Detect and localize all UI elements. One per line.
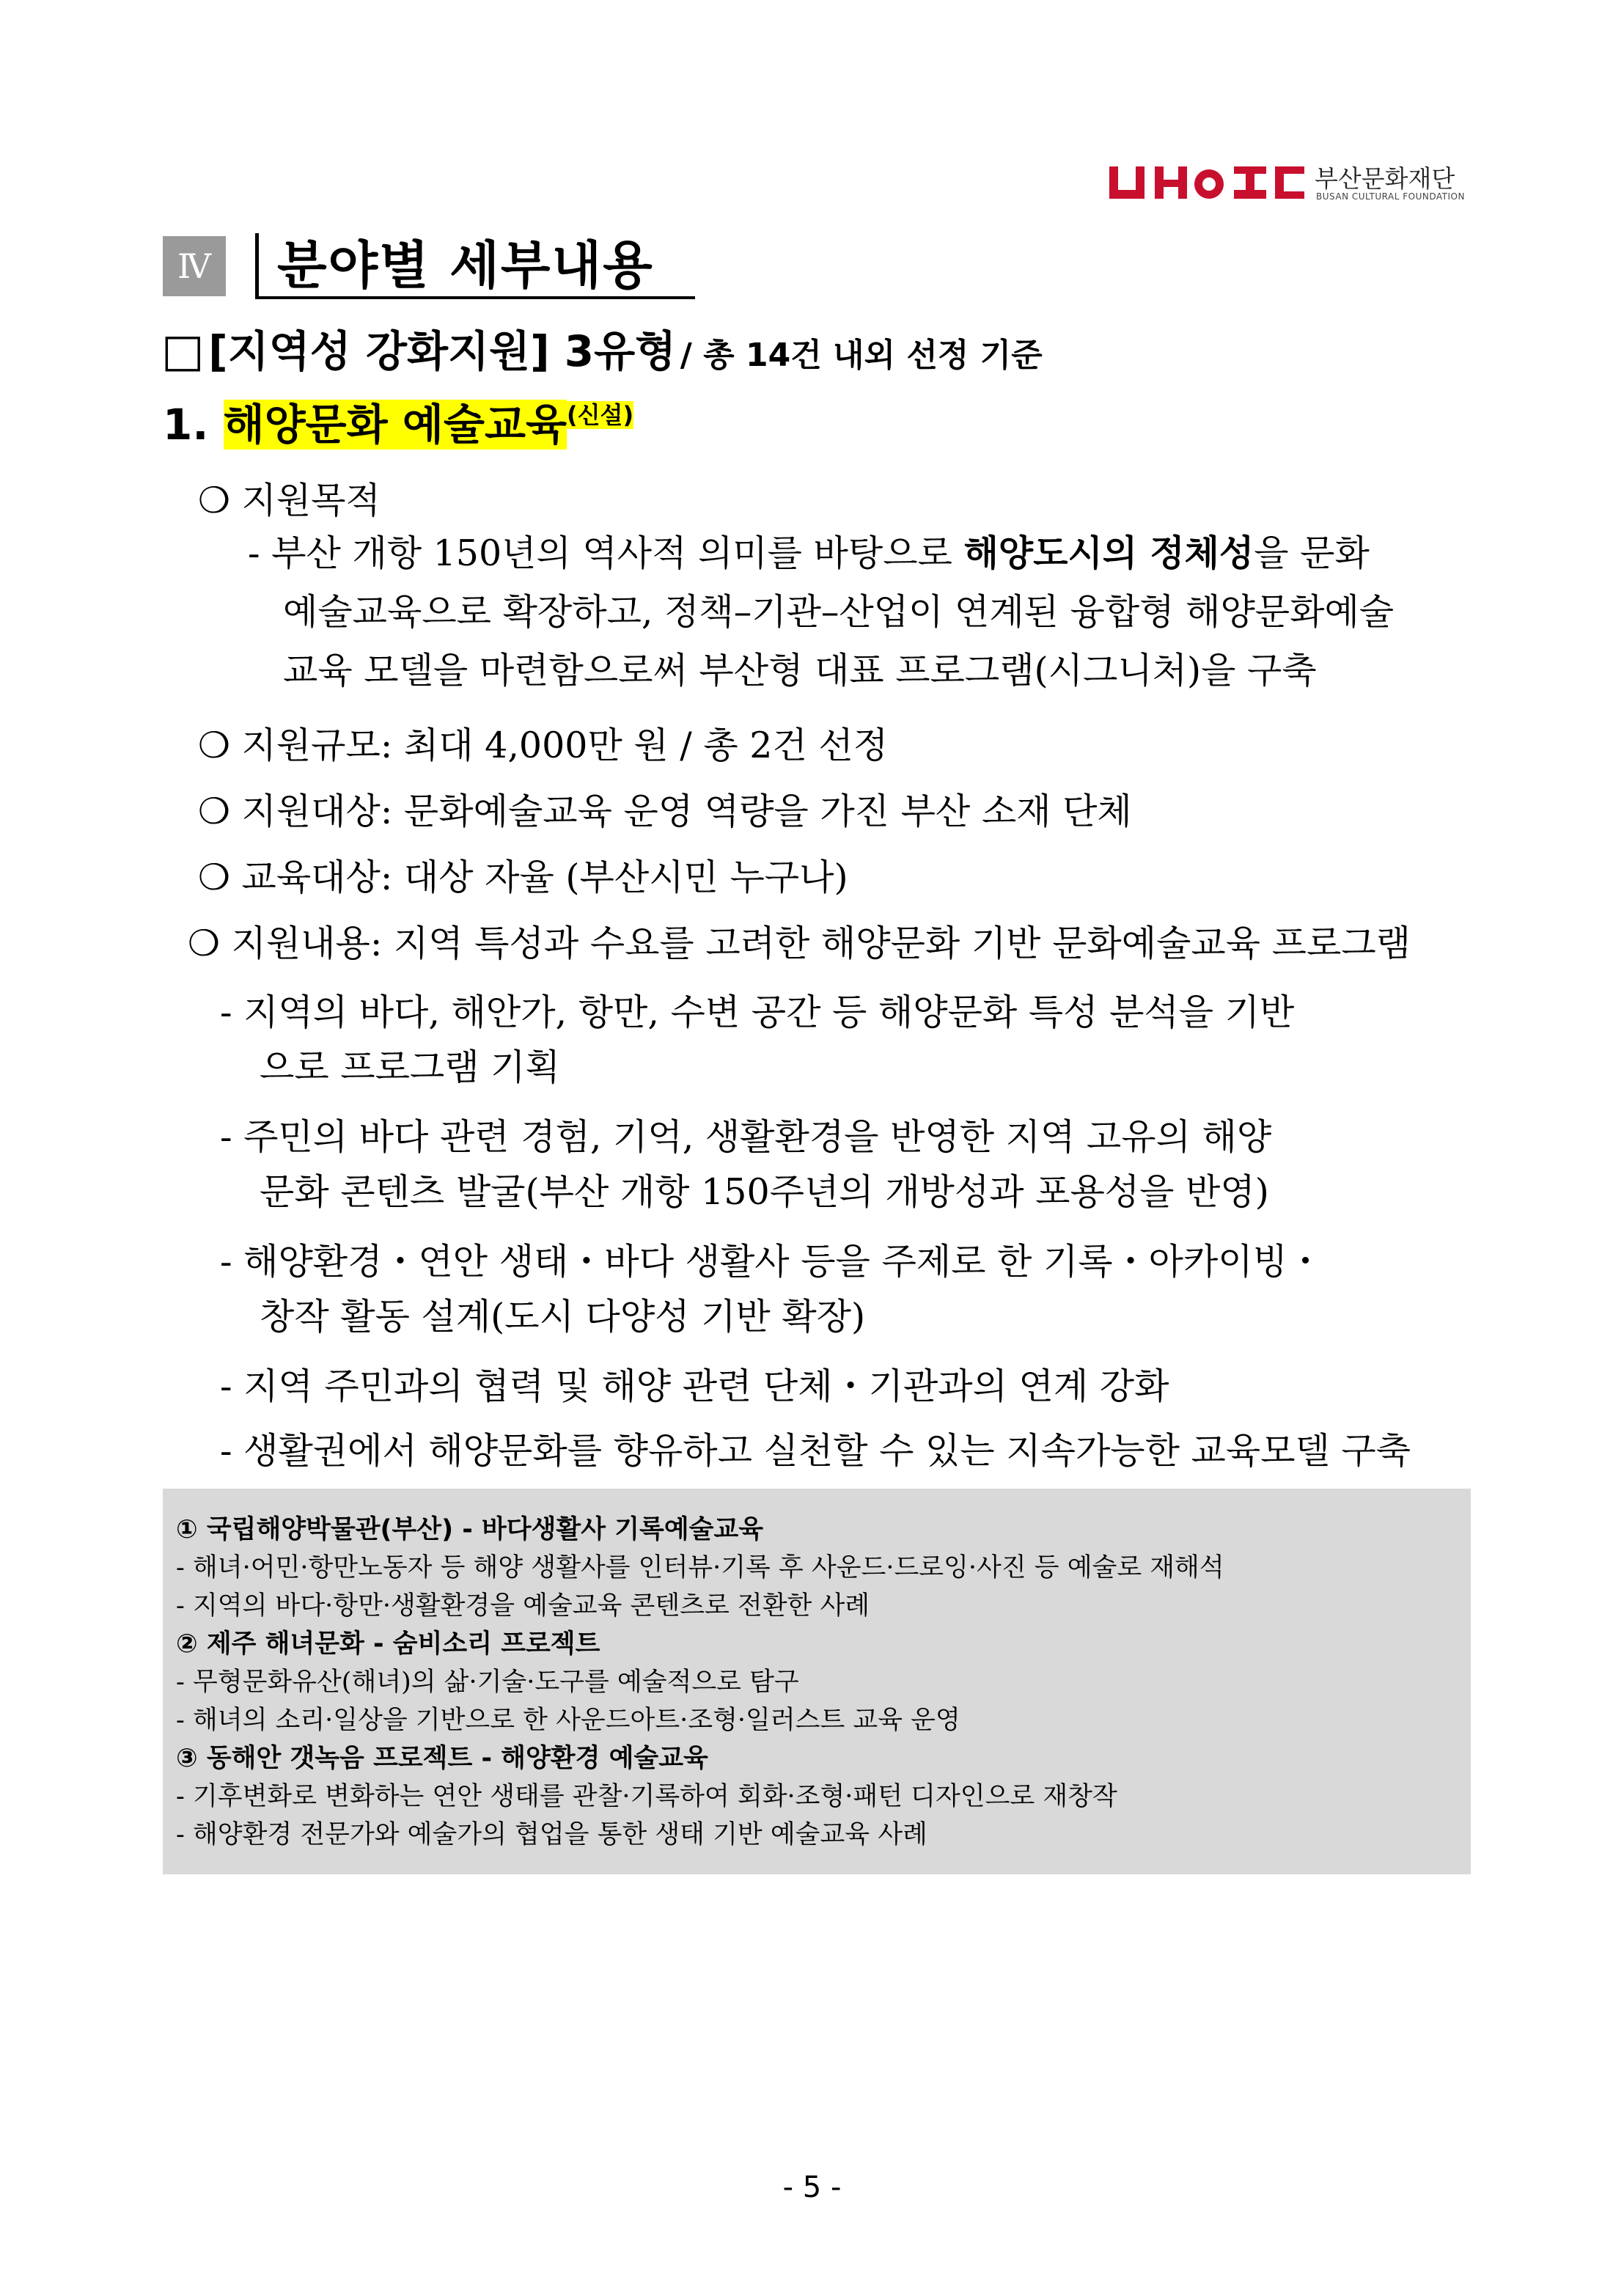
content-sub-item-4 xyxy=(220,1363,1169,1410)
content-sub-item-1-line-1: 지역의 바다, 해안가, 항만, 수변 공간 등 해양문화 특성 분석을 기반 xyxy=(243,991,1295,1033)
scale-item xyxy=(198,722,888,769)
section-underline xyxy=(255,296,695,299)
learners-item xyxy=(198,854,848,901)
content-sub-item-3-line-1: 해양환경・연안 생태・바다 생활사 등을 주제로 한 기록・아카이빙・ xyxy=(243,1241,1323,1283)
content-sub-item-5-line-1: 생활권에서 해양문화를 향유하고 실천할 수 있는 지속가능한 교육모델 구축 xyxy=(243,1430,1411,1472)
example-heading-1: ① 국립해양박물관(부산) - 바다생활사 기록예술교육 xyxy=(176,1515,764,1544)
dash-bullet: - xyxy=(220,1430,232,1472)
dash-bullet: - xyxy=(220,1365,232,1407)
content-sub-item-3 xyxy=(220,1239,1323,1285)
content-sub-item-1 xyxy=(220,989,1294,1036)
purpose-label-text: 지원목적 xyxy=(241,480,381,521)
type-heading xyxy=(161,317,1043,378)
purpose-line-2: 예술교육으로 확장하고, 정책–기관–산업이 연계된 융합형 해양문화예술 xyxy=(283,591,1395,633)
content-sub-item-3-line-2: 창작 활동 설계(도시 다양성 기반 확장) xyxy=(260,1296,866,1338)
content-sub-item-1-line-2: 으로 프로그램 기획 xyxy=(260,1046,560,1088)
content-sub-item-5 xyxy=(220,1428,1411,1475)
circle-bullet-icon: ❍ xyxy=(198,791,230,832)
content-sub-item-2-line-1: 주민의 바다 관련 경험, 기억, 생활환경을 반영한 지역 고유의 해양 xyxy=(243,1116,1272,1158)
circle-bullet-icon: ❍ xyxy=(198,857,230,898)
example-line: - 해녀의 소리·일상을 기반으로 한 사운드아트·조형·일러스트 교육 운영 xyxy=(176,1706,960,1735)
target-text: 지원대상: 문화예술교육 운영 역량을 가진 부산 소재 단체 xyxy=(241,791,1132,832)
content-sub-item-2 xyxy=(220,1114,1271,1161)
program-number: 1. xyxy=(163,400,209,450)
dash-bullet: - xyxy=(220,991,232,1033)
scale-text: 지원규모: 최대 4,000만 원 / 총 2건 선정 xyxy=(241,725,889,766)
purpose-line-3: 교육 모델을 마련함으로써 부산형 대표 프로그램(시그니처)을 구축 xyxy=(283,650,1317,692)
logo-text-english: BUSAN CULTURAL FOUNDATION xyxy=(1316,191,1465,202)
busan-cultural-foundation-logo-mark xyxy=(1109,164,1304,202)
content-text: 지원내용: 지역 특성과 수요를 고려한 해양문화 기반 문화예술교육 프로그램 xyxy=(231,923,1411,964)
example-line: - 무형문화유산(해녀)의 삶·기술·도구를 예술적으로 탐구 xyxy=(176,1668,799,1697)
program-title: 해양문화 예술교육 xyxy=(223,400,567,450)
section-title: 분야별 세부내용 xyxy=(277,235,654,296)
dash-bullet: - xyxy=(248,532,260,574)
example-line: - 기후변화로 변화하는 연안 생태를 관찰·기록하여 회화·조형·패턴 디자인으로 재창작 xyxy=(176,1782,1117,1811)
content-sub-item-4-line-1: 지역 주민과의 협력 및 해양 관련 단체・기관과의 연계 강화 xyxy=(243,1365,1169,1407)
circle-bullet-icon: ❍ xyxy=(188,923,220,964)
purpose-line-1-post: 을 문화 xyxy=(1254,532,1370,574)
example-heading-3: ③ 동해안 갯녹음 프로젝트 - 해양환경 예술교육 xyxy=(176,1744,708,1773)
circle-bullet-icon: ❍ xyxy=(198,725,230,766)
type-heading-sub: / 총 14건 내외 선정 기준 xyxy=(680,337,1043,374)
purpose-line-1 xyxy=(248,530,1370,577)
content-item xyxy=(188,920,1411,967)
section-number: Ⅳ xyxy=(177,246,211,286)
type-heading-main: [지역성 강화지원] 3유형 xyxy=(208,326,677,376)
section-divider xyxy=(255,233,259,299)
target-item xyxy=(198,788,1132,835)
logo-text-korean: 부산문화재단 xyxy=(1315,164,1455,193)
example-heading-2: ② 제주 해녀문화 - 숨비소리 프로젝트 xyxy=(176,1629,600,1659)
example-line: - 해녀·어민·항만노동자 등 해양 생활사를 인터뷰·기록 후 사운드·드로잉·사진 등 예술로 재해석 xyxy=(176,1553,1224,1582)
section-number-box xyxy=(163,236,226,296)
learners-text: 교육대상: 대상 자율 (부산시민 누구나) xyxy=(241,857,848,898)
circle-bullet-icon: ❍ xyxy=(198,480,230,521)
checkbox-icon: □ xyxy=(161,323,205,377)
program-heading xyxy=(163,390,633,452)
new-tag: (신설) xyxy=(567,401,634,429)
purpose-line-1-pre: 부산 개항 150년의 역사적 의미를 바탕으로 xyxy=(271,532,964,574)
dash-bullet: - xyxy=(220,1241,232,1283)
page-number: - 5 - xyxy=(782,2171,842,2204)
content-sub-item-2-line-2: 문화 콘텐츠 발굴(부산 개항 150주년의 개방성과 포용성을 반영) xyxy=(260,1171,1269,1213)
purpose-label xyxy=(198,477,381,524)
dash-bullet: - xyxy=(220,1116,232,1158)
example-line: - 지역의 바다·항만·생활환경을 예술교육 콘텐츠로 전환한 사례 xyxy=(176,1591,870,1621)
purpose-emphasis: 해양도시의 정체성 xyxy=(963,532,1254,574)
example-line: - 해양환경 전문가와 예술가의 협업을 통한 생태 기반 예술교육 사례 xyxy=(176,1820,927,1849)
